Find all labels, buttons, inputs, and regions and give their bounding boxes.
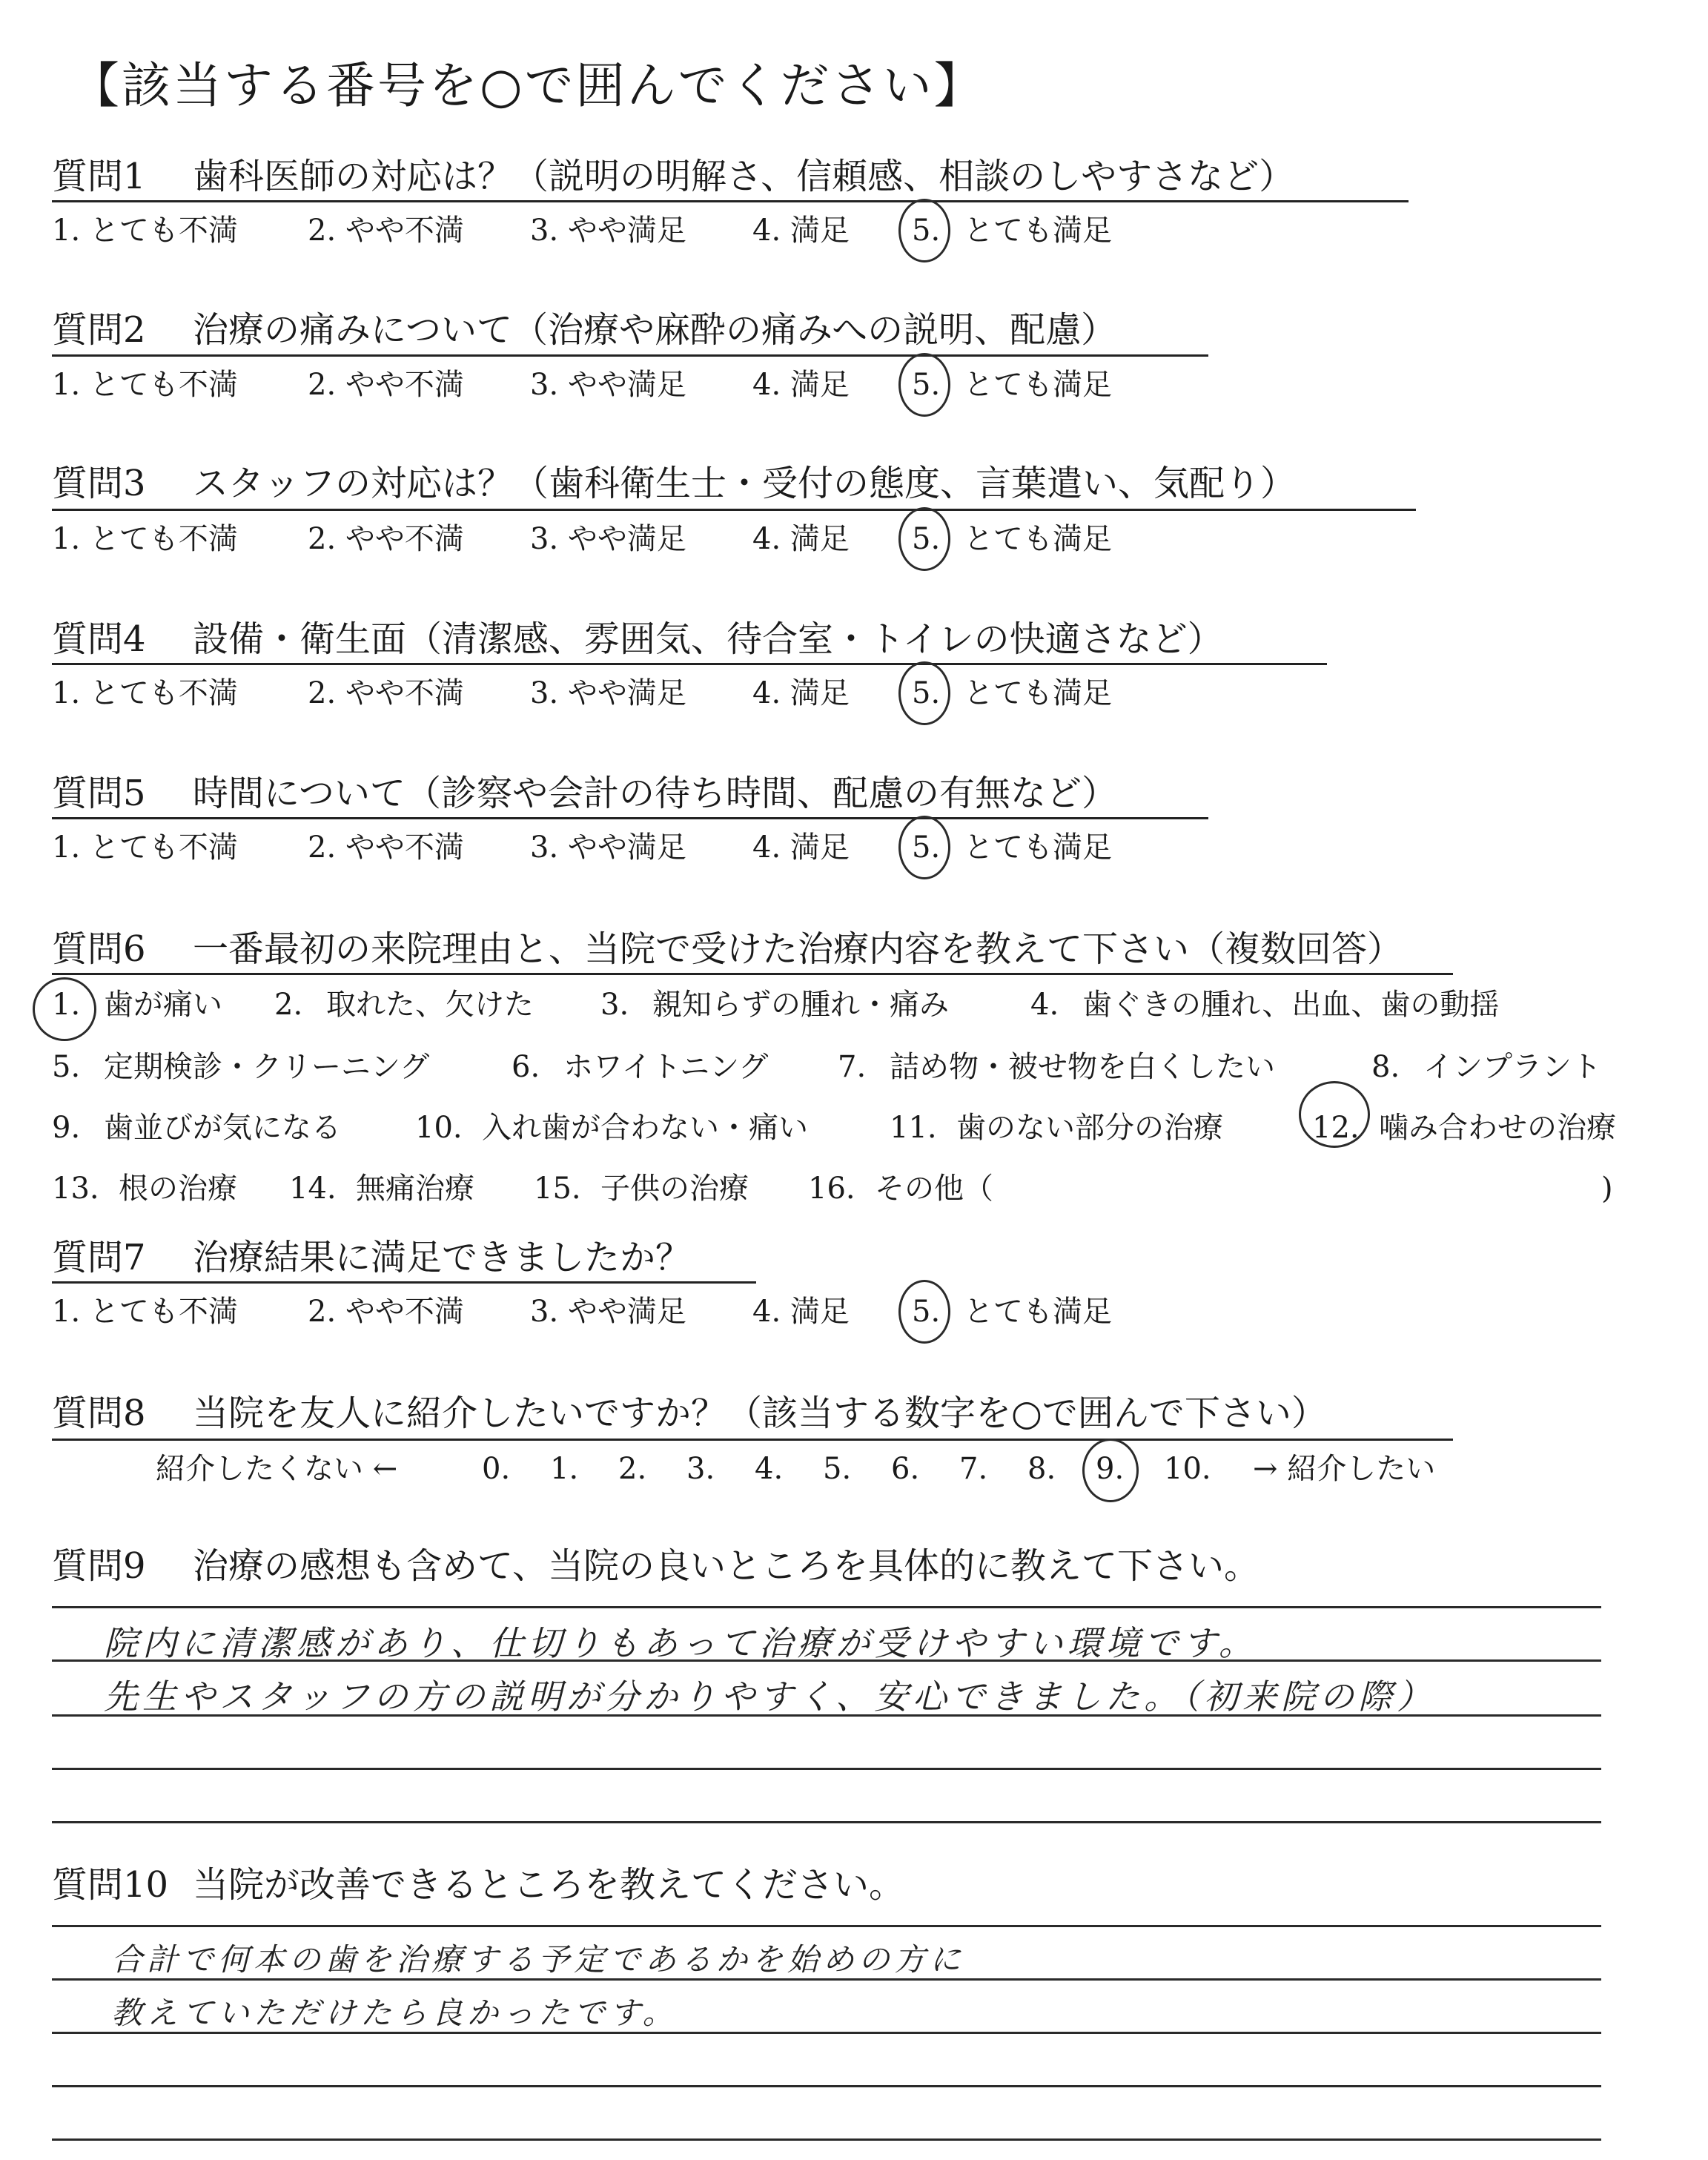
option-4[interactable]: 4. 満足	[752, 830, 850, 865]
scale-option[interactable]: 3.	[686, 1452, 715, 1486]
answer-rule	[52, 1821, 1601, 1823]
reason-label: 取れた、欠けた	[326, 988, 534, 1022]
handwritten-answer-line: 合計で何本の歯を治療する予定であるかを始めの方に	[111, 1941, 966, 1978]
reason-number[interactable]: 8.	[1371, 1050, 1400, 1084]
question-underline	[52, 509, 1416, 511]
option-5[interactable]: 5.	[912, 676, 941, 710]
question-9	[52, 1544, 1260, 1588]
option-5[interactable]: 5.	[912, 1295, 941, 1329]
option-5-label: とても満足	[964, 214, 1112, 248]
option-3[interactable]: 3. やや満足	[530, 214, 686, 248]
question-10	[52, 1863, 904, 1907]
option-1[interactable]: 1. とても不満	[52, 522, 238, 556]
reason-number[interactable]: 7.	[838, 1050, 867, 1084]
reason-label: 詰め物・被せ物を白くしたい	[890, 1050, 1275, 1084]
reason-number[interactable]: 15.	[534, 1172, 581, 1206]
reason-label: 歯のない部分の治療	[956, 1111, 1223, 1145]
option-5-label: とても満足	[964, 368, 1112, 402]
reason-label: ホワイトニング	[563, 1050, 769, 1084]
reason-number[interactable]: 12.	[1312, 1111, 1360, 1145]
question-2	[52, 308, 1116, 352]
option-3[interactable]: 3. やや満足	[530, 368, 686, 402]
selection-circle	[898, 353, 950, 417]
answer-rule	[52, 1606, 1601, 1608]
option-5-label: とても満足	[964, 676, 1112, 710]
option-5[interactable]: 5.	[912, 368, 941, 402]
scale-option[interactable]: 4.	[755, 1452, 784, 1486]
reason-other-close: )	[1601, 1172, 1613, 1206]
question-number: 質問5	[52, 773, 146, 814]
question-underline	[52, 1439, 1453, 1441]
option-4[interactable]: 4. 満足	[752, 1295, 850, 1329]
reason-number[interactable]: 16.	[808, 1172, 855, 1206]
reason-number[interactable]: 5.	[52, 1050, 81, 1084]
reason-number[interactable]: 1.	[52, 988, 81, 1022]
option-3[interactable]: 3. やや満足	[530, 522, 686, 556]
selection-circle	[1082, 1439, 1139, 1502]
question-3	[52, 461, 1296, 506]
reason-label: 無痛治療	[356, 1172, 474, 1206]
option-1[interactable]: 1. とても不満	[52, 1295, 238, 1329]
option-2[interactable]: 2. やや不満	[308, 676, 464, 710]
option-4[interactable]: 4. 満足	[752, 522, 850, 556]
reason-number[interactable]: 9.	[52, 1111, 81, 1145]
option-5[interactable]: 5.	[912, 214, 941, 248]
reason-label: 入れ歯が合わない・痛い	[482, 1111, 808, 1145]
question-underline	[52, 817, 1208, 819]
question-number: 質問6	[52, 928, 146, 970]
question-text: 歯科医師の対応は？（説明の明解さ、信頼感、相談のしやすさなど）	[193, 156, 1295, 197]
question-underline	[52, 973, 1453, 975]
question-text: 治療の感想も含めて、当院の良いところを具体的に教えて下さい。	[193, 1545, 1260, 1587]
option-2[interactable]: 2. やや不満	[308, 1295, 464, 1329]
option-1[interactable]: 1. とても不満	[52, 676, 238, 710]
scale-left-label: 紹介したくない ←	[156, 1452, 398, 1486]
option-4[interactable]: 4. 満足	[752, 214, 850, 248]
question-6	[52, 927, 1403, 971]
reason-number[interactable]: 6.	[512, 1050, 540, 1084]
option-5-label: とても満足	[964, 1295, 1112, 1329]
option-1[interactable]: 1. とても不満	[52, 368, 238, 402]
handwritten-answer-line: 先生やスタッフの方の説明が分かりやすく、安心できました。（初来院の際）	[104, 1677, 1436, 1717]
reason-label: 子供の治療	[600, 1172, 749, 1206]
option-4[interactable]: 4. 満足	[752, 368, 850, 402]
question-number: 質問2	[52, 309, 146, 351]
handwritten-answer-line: 教えていただけたら良かったです。	[111, 1995, 678, 2031]
reason-label: 根の治療	[119, 1172, 237, 1206]
reason-number[interactable]: 10.	[415, 1111, 463, 1145]
question-8	[52, 1391, 1327, 1436]
question-text: 当院が改善できるところを教えてください。	[193, 1864, 905, 1906]
option-3[interactable]: 3. やや満足	[530, 1295, 686, 1329]
reason-number[interactable]: 4.	[1030, 988, 1059, 1022]
question-number: 質問8	[52, 1393, 146, 1434]
answer-rule	[52, 2085, 1601, 2087]
question-text: 設備・衛生面（清潔感、雰囲気、待合室・トイレの快適さなど）	[193, 618, 1223, 660]
scale-option[interactable]: 9.	[1096, 1452, 1125, 1486]
reason-number[interactable]: 2.	[274, 988, 303, 1022]
option-3[interactable]: 3. やや満足	[530, 830, 686, 865]
option-5-label: とても満足	[964, 522, 1112, 556]
scale-option[interactable]: 8.	[1027, 1452, 1056, 1486]
question-text: 時間について（診察や会計の待ち時間、配慮の有無など）	[193, 773, 1118, 814]
reason-number[interactable]: 11.	[890, 1111, 937, 1145]
answer-rule	[52, 1925, 1601, 1927]
option-2[interactable]: 2. やや不満	[308, 368, 464, 402]
option-2[interactable]: 2. やや不満	[308, 214, 464, 248]
option-2[interactable]: 2. やや不満	[308, 522, 464, 556]
question-text: 治療結果に満足できましたか？	[193, 1237, 692, 1278]
question-number: 質問3	[52, 463, 146, 504]
scale-option[interactable]: 5.	[823, 1452, 852, 1486]
page-title: 【該当する番号を○で囲んでください】	[70, 57, 985, 114]
question-number: 質問4	[52, 618, 146, 660]
scale-right-label: → 紹介したい	[1253, 1452, 1436, 1486]
selection-circle	[898, 199, 950, 262]
reason-label: 噛み合わせの治療	[1379, 1111, 1616, 1145]
selection-circle	[898, 816, 950, 879]
scale-option[interactable]: 10.	[1164, 1452, 1211, 1486]
reason-label: 歯並びが気になる	[104, 1111, 341, 1145]
scale-option[interactable]: 7.	[959, 1452, 988, 1486]
option-5-label: とても満足	[964, 830, 1112, 865]
reason-number[interactable]: 3.	[600, 988, 629, 1022]
scale-option[interactable]: 2.	[618, 1452, 647, 1486]
scale-option[interactable]: 6.	[891, 1452, 920, 1486]
question-number: 質問7	[52, 1237, 146, 1278]
selection-circle	[898, 1280, 950, 1344]
reason-label: 歯ぐきの腫れ、出血、歯の動揺	[1082, 988, 1500, 1022]
question-number: 質問9	[52, 1545, 146, 1587]
question-5	[52, 771, 1117, 816]
question-underline	[52, 663, 1327, 665]
question-text: 当院を友人に紹介したいですか？（該当する数字を○で囲んで下さい）	[193, 1393, 1327, 1434]
question-underline	[52, 200, 1409, 202]
question-number: 質問1	[52, 156, 146, 197]
question-underline	[52, 354, 1208, 357]
option-2[interactable]: 2. やや不満	[308, 830, 464, 865]
selection-circle	[33, 977, 96, 1041]
question-text: 治療の痛みについて（治療や麻酔の痛みへの説明、配慮）	[193, 309, 1117, 351]
question-4	[52, 617, 1223, 661]
question-underline	[52, 1281, 756, 1284]
reason-label: 定期検診・クリーニング	[104, 1050, 430, 1084]
reason-number[interactable]: 13.	[52, 1172, 99, 1206]
answer-rule	[52, 2138, 1601, 2141]
option-5[interactable]: 5.	[912, 522, 941, 556]
question-number: 質問10	[52, 1864, 169, 1906]
reason-number[interactable]: 14.	[289, 1172, 337, 1206]
reason-label: インプラント	[1423, 1050, 1601, 1084]
reason-label: 親知らずの腫れ・痛み	[652, 988, 949, 1022]
option-1[interactable]: 1. とても不満	[52, 830, 238, 865]
question-7	[52, 1235, 691, 1280]
option-5[interactable]: 5.	[912, 830, 941, 865]
option-4[interactable]: 4. 満足	[752, 676, 850, 710]
reason-label: 歯が痛い	[104, 988, 222, 1022]
question-text: スタッフの対応は？（歯科衛生士・受付の態度、言葉遣い、気配り）	[193, 463, 1297, 504]
option-3[interactable]: 3. やや満足	[530, 676, 686, 710]
answer-rule	[52, 1768, 1601, 1770]
selection-circle	[898, 507, 950, 571]
selection-circle	[898, 661, 950, 725]
selection-circle	[1299, 1081, 1370, 1148]
question-1	[52, 154, 1294, 199]
option-1[interactable]: 1. とても不満	[52, 214, 238, 248]
scale-option[interactable]: 0.	[482, 1452, 511, 1486]
scale-option[interactable]: 1.	[550, 1452, 579, 1486]
reason-label: その他（	[875, 1172, 993, 1206]
question-text: 一番最初の来院理由と、当院で受けた治療内容を教えて下さい（複数回答）	[193, 928, 1403, 970]
handwritten-answer-line: 院内に清潔感があり、仕切りもあって治療が受けやすい環境です。	[104, 1623, 1257, 1663]
